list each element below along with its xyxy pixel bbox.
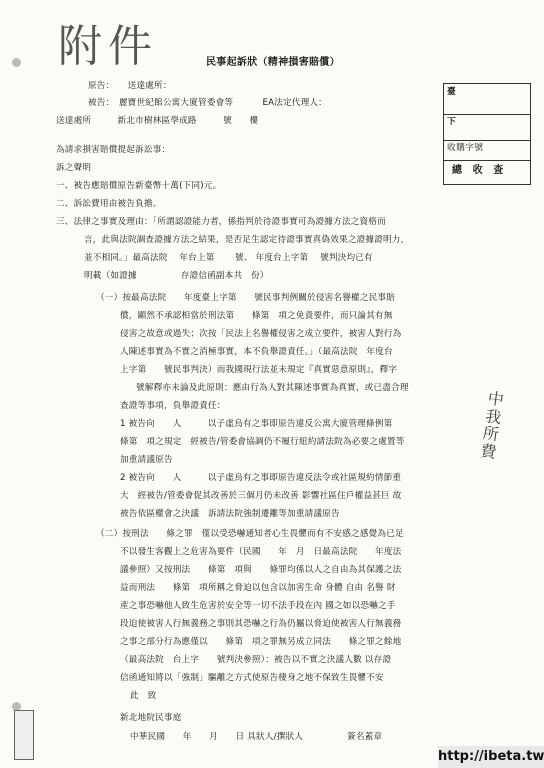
signature-date-line: 中華民國 年 月 日 具狀人/撰狀人 簽名蓋章 (130, 732, 383, 742)
stamp-line-2: 下 (447, 117, 457, 127)
section-1-line: 號解釋亦未論及此原則：應由行為人對其陳述事實為真實，或已盡合理 (136, 383, 409, 393)
section-1-line: （一）按最高法院 年度臺上字第 號民事判例關於侵害名譽權之民事賠 (96, 293, 395, 303)
section-2-line: 信函通知將以「強制」驅離之方式使原告棲身之地不保致生畏懼不安 (120, 673, 384, 683)
document-title: 民事起訴狀（精神損害賠償） (206, 57, 340, 68)
section-2-line: （二）按刑法 條之罪 僅以受恐嚇通知者心生畏懼而有不安感之感覺為已足 (96, 529, 404, 539)
section-2-line: 之事之部分行為應僅以 條第 項之罪無另成立同法 條之罪之餘地 (120, 637, 402, 647)
section-2-line: （最高法院 台上字 號判決參照）：被告以不實之決議人數 以存證 (120, 655, 392, 665)
legal-reason-line: 明載（如證據 存證信函副本共 份） (84, 271, 269, 281)
defendant-row: 被告： 麗寶世紀館公寓大廈管委會等 EA法定代理人： (88, 98, 327, 108)
legal-reason-line: 三、法律之事實及理由：「所謂認證能力者，係指判於待證事實可為證據方法之資格而 (56, 217, 386, 227)
court-name: 新北地院民事庭 (120, 713, 182, 723)
section-2-line: 益而刑法 條第 項所稱之脅迫以包含以加害生命 身體 自由 名譽 財 (120, 583, 396, 593)
statement-item-2: 二、訴訟費用由被告負擔。 (56, 199, 162, 209)
legal-reason-line: 言，此與法院調查證據方法之結果，是否足生認定待證事實真偽效果之證據證明力， (84, 235, 410, 245)
stamp-line-1: 臺 (447, 87, 457, 97)
section-1-line: 查證等事項，負舉證責任： (120, 401, 226, 411)
section-2-line: 議參照）又按刑法 條第 項與 條罪均係以人之自由為其保護之法 (120, 565, 402, 575)
receipt-stamp (443, 83, 531, 185)
stamp-line-3: 收購字號 (447, 143, 484, 153)
handwritten-side-note: 中 我 所 費 (479, 388, 506, 462)
statement-heading: 訴之聲明 (56, 163, 92, 173)
stamp-line-4: 總 收 查 (452, 165, 504, 176)
section-1-line: 上字第 號民事判決）而我國現行法並未規定『真實惡意原則』，釋字 (120, 365, 398, 375)
section-2-line: 不以發生客觀上之危害為要件（民國 年 月 日最高法院 年度法 (120, 547, 402, 557)
section-2-line: 產之事恐嚇他人致生危害於安全等一切不法手段在內 國之如以恐嚇之手 (120, 601, 396, 611)
site-watermark: http://ibeta.tw (438, 746, 544, 768)
section-1-item-2-line: 被告依區權會之決議 訴請法院強制遷離等加重請議原告 (120, 509, 340, 519)
handwritten-annotation: 附件 (58, 21, 158, 72)
section-1-line: 人陳述事實為不實之消極事實，本不負舉證責任。」（最高法院 年度台 (120, 347, 393, 357)
section-1-item-1-line: 1 被告向 人 以子虛烏有之事即原告違反公寓大廈管理條例第 (120, 419, 393, 429)
statement-item-1: 一、被告應賠償原告新臺幣十萬(下同)元。 (56, 181, 222, 191)
section-1-line: 償，顯然不承認相當於刑法第 條第 項之免責要件，而只論其有無 (120, 311, 393, 321)
binder-hole (12, 58, 21, 67)
section-1-item-1-line: 條第 項之規定 經被告/管委會協調仍不履行紐約請法院為必要之處置等 (120, 437, 405, 447)
section-2-line: 段迫使被害人行無義務之事則其恐嚇之行為仍屬以脅迫使被害人行無義務 (120, 619, 402, 629)
plaintiff-row: 原告： 送達處所： (88, 81, 172, 91)
closing-line: 此 致 (130, 691, 157, 701)
side-label-strip (14, 710, 34, 760)
section-1-item-1-line: 加重請議原告 (120, 455, 173, 465)
legal-reason-line: 並不相同。」最高法院 年台上第 號、 年度台上字第 號判決均已有 (84, 253, 373, 263)
section-1-item-2-line: 2 被告向 人 以子虛烏有之事即原告違反法令或社區規約情節重 (120, 473, 402, 483)
section-1-line: 侵害之故意或過失；次按「民法上名譽權侵害之成立要件，被害人對行為 (120, 329, 402, 339)
section-1-item-2-line: 大 經被告/管委會促其改善於三個月仍未改善 影響社區住戶權益甚巨 故 (120, 491, 402, 501)
claim-intro: 為請求損害賠償提起訴訟事： (56, 145, 171, 155)
service-address-row: 送達處所 新北市樹林區學成路 號 樓 (56, 116, 259, 126)
